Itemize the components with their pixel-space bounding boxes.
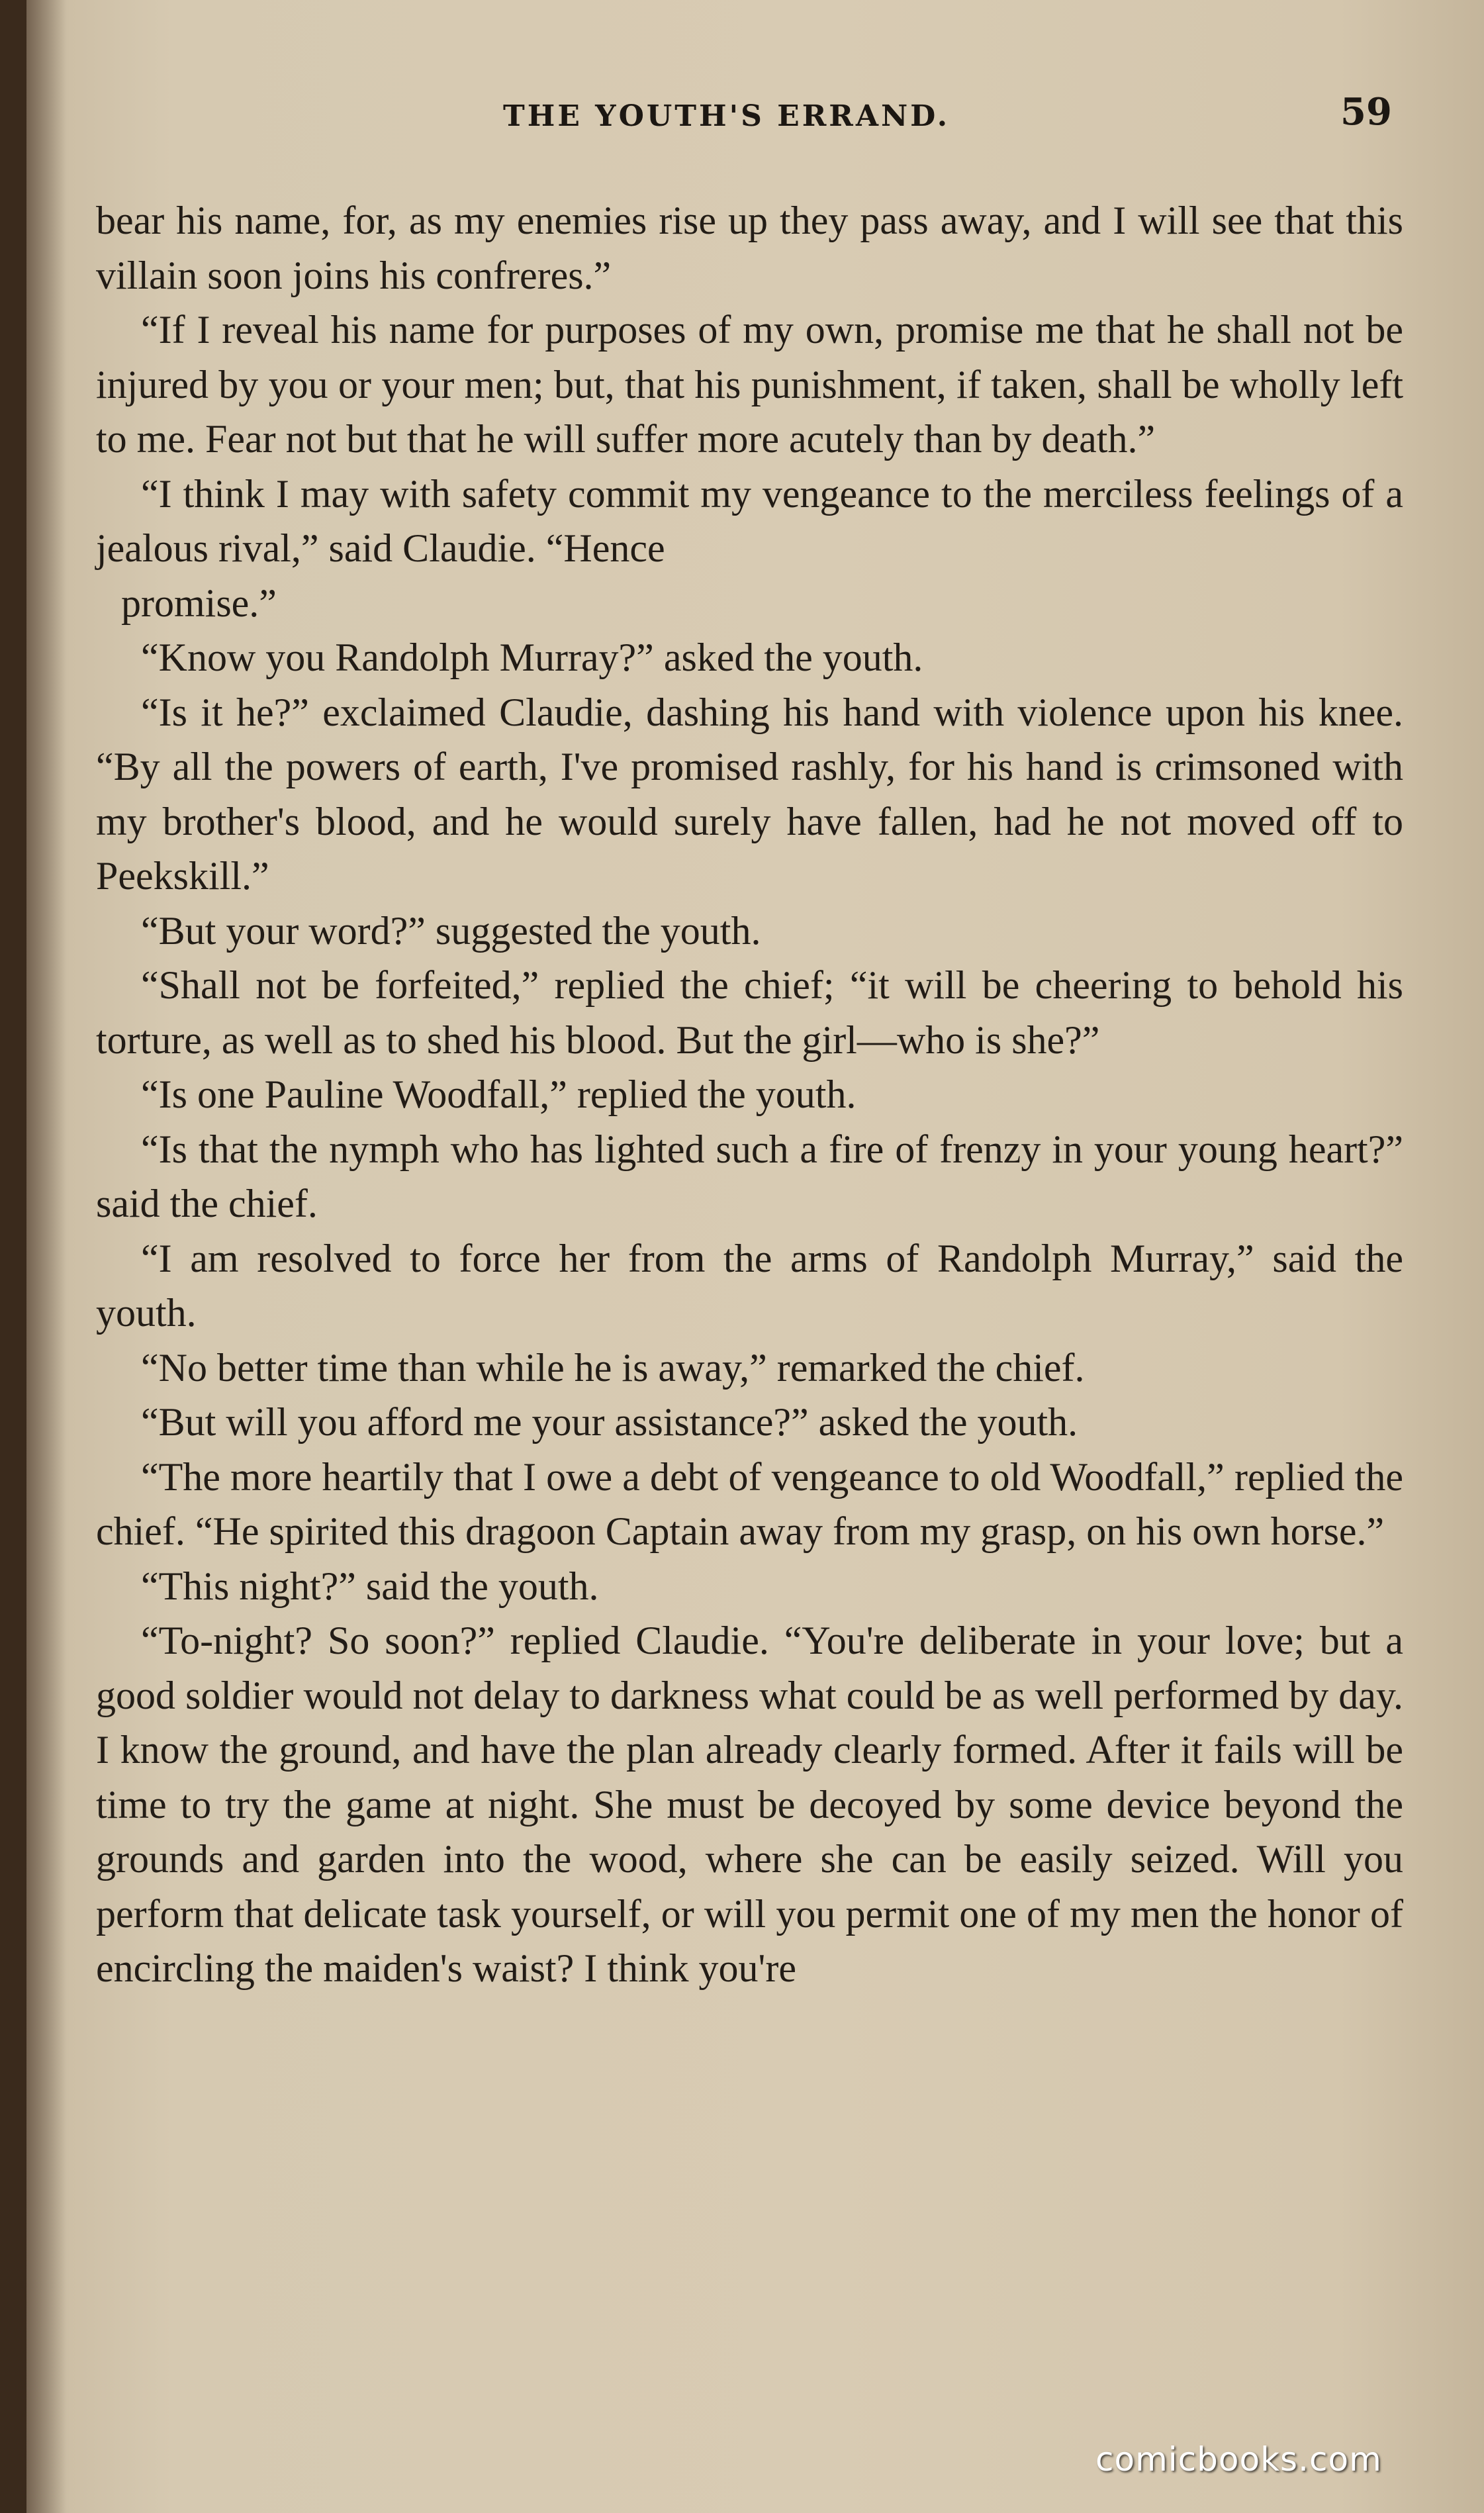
paragraph: “This night?” said the youth.	[141, 1564, 599, 1608]
paragraph: “Is one Pauline Woodfall,” replied the youth.	[141, 1072, 857, 1116]
paragraph: “The more heartily that I owe a debt of vengeance to old Woodfall,” replied the chief. “He spirited this dragoon Captain away from my grasp, on his own horse.”	[96, 1454, 1403, 1553]
site-watermark: comicbooks.com	[1095, 2440, 1382, 2479]
paragraph: “I am resolved to force her from the arms of Randolph Murray,” said the youth.	[96, 1236, 1403, 1335]
paragraph: “Know you Randolph Murray?” asked the youth.	[141, 636, 923, 679]
paragraph: “Shall not be forfeited,” replied the chief; “it will be cheering to behold his torture, as well as to shed his blood. But the girl—who is she?”	[96, 963, 1403, 1062]
paragraph: “But your word?” suggested the youth.	[141, 908, 761, 953]
paragraph: “Is it he?” exclaimed Claudie, dashing his hand with violence upon his knee. “By all the powers of earth, I've promised rashly, for his hand is crimsoned with my brother's blood, and he would surely have fallen, had he not moved off to Peekskill.”	[96, 690, 1403, 898]
spine-shadow	[26, 0, 66, 2513]
paragraph: “To-night? So soon?” replied Claudie. “You're deliberate in your love; but a good soldier would not delay to darkness what could be as well performed by day. I know the ground, and have the plan already clearly formed. After it fails will be time to try the game at night. She must be decoyed by some device beyond the grounds and garden into the wood, where she can be easily seized. Will you perform that delicate task yourself, or will you permit one of my men the honor of encircling the maiden's waist? I think you're	[96, 1619, 1403, 1990]
paragraph: promise.”	[121, 581, 277, 625]
paragraph: “If I reveal his name for purposes of my own, promise me that he shall not be injured by you or your men; but, that his punishment, if taken, shall be wholly left to me. Fear not but that he will suffer more acutely than by death.”	[96, 308, 1403, 461]
paragraph: “Is that the nymph who has lighted such a fire of frenzy in your young heart?” said the chief.	[96, 1127, 1403, 1225]
book-page	[26, 0, 1484, 2513]
paragraph: “I think I may with safety commit my vengeance to the merciless feelings of a jealous rival,” said Claudie. “Hence	[96, 471, 1403, 570]
running-head	[26, 90, 1484, 152]
paragraph: “No better time than while he is away,” remarked the chief.	[141, 1345, 1085, 1390]
paragraph: bear his name, for, as my enemies rise up they pass away, and I will see that this villain soon joins his confreres.”	[96, 199, 1403, 297]
page-number: 59	[1340, 90, 1392, 134]
body-text	[96, 193, 1403, 1996]
running-title: THE YOUTH'S ERRAND.	[503, 99, 951, 133]
paragraph: “But will you afford me your assistance?” asked the youth.	[141, 1400, 1078, 1444]
